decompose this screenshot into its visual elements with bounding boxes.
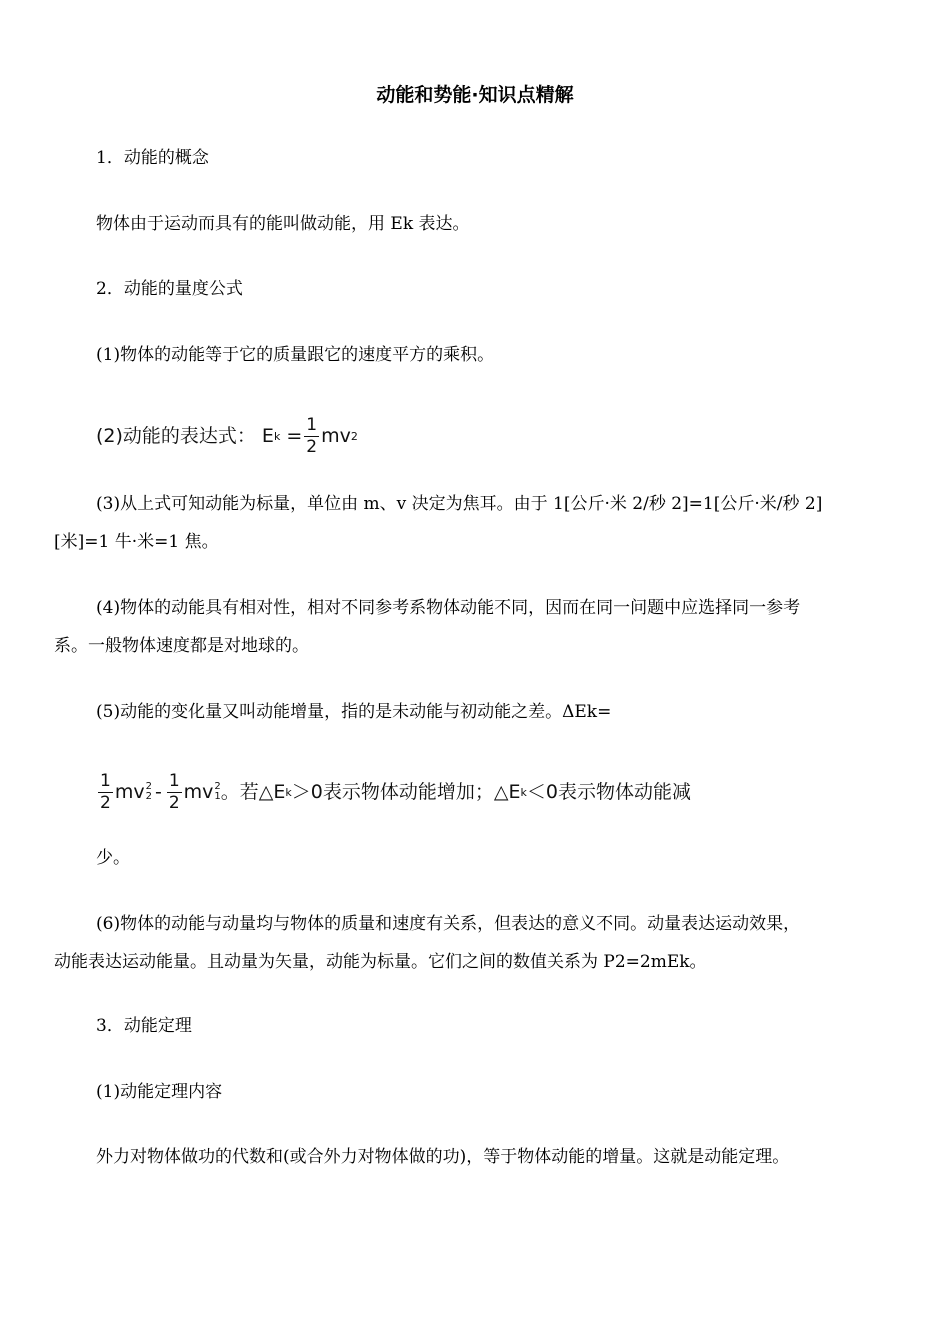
kinetic-energy-formula <box>96 408 496 464</box>
kinetic-energy-definition: 物体由于运动而具有的能叫做动能，用 Ek 表达。 <box>96 214 470 234</box>
formula-k: k <box>273 429 281 443</box>
delta-mv2-indices <box>146 782 152 802</box>
section-1-heading: 1．动能的概念 <box>96 148 209 168</box>
formula-mv: mv <box>321 424 351 447</box>
delta-fraction-2 <box>167 770 182 813</box>
formula-prefix: (2)动能的表达式： <box>96 424 256 447</box>
delta-fraction-2-num: 1 <box>168 770 180 791</box>
formula-equals: = <box>286 424 303 447</box>
document-title: 动能和势能·知识点精解 <box>376 84 574 106</box>
formula-point-1: (1)物体的动能等于它的质量跟它的速度平方的乘积。 <box>96 345 495 365</box>
section-3-heading: 3．动能定理 <box>96 1016 192 1036</box>
formula-point-5-end: 少。 <box>96 848 130 868</box>
section-2-heading: 2．动能的量度公式 <box>96 279 243 299</box>
formula-point-3-line-2: [米]=1 牛·米=1 焦。 <box>54 532 219 552</box>
formula-point-6-line-2: 动能表达运动能量。且动量为矢量，动能为标量。它们之间的数值关系为 P2=2mEk。 <box>54 952 707 972</box>
formula-square: 2 <box>350 429 358 443</box>
formula-point-4-line-2: 系。一般物体速度都是对地球的。 <box>54 636 309 656</box>
formula-E: E <box>261 424 274 447</box>
formula-point-5: (5)动能的变化量又叫动能增量，指的是未动能与初动能之差。ΔEk= <box>96 702 612 722</box>
fraction-numerator: 1 <box>306 414 318 435</box>
delta-fraction-1 <box>98 770 113 813</box>
delta-fraction-1-den: 2 <box>100 792 111 813</box>
delta-mv1: mv <box>183 780 214 803</box>
delta-mv2-sup: 2 <box>145 781 152 792</box>
delta-text-1: 。若△E <box>220 780 286 803</box>
formula-point-6-line-1: (6)物体的动能与动量均与物体的质量和速度有关系，但表达的意义不同。动量表达运动效果， <box>96 914 801 934</box>
delta-k-1: k <box>285 785 292 799</box>
delta-fraction-1-num: 1 <box>100 770 111 791</box>
fraction-denominator: 2 <box>306 436 318 457</box>
delta-minus: - <box>154 780 162 803</box>
delta-text-3: ＜0表示物体动能减 <box>526 780 691 803</box>
delta-mv1-sup: 2 <box>214 781 221 792</box>
formula-point-3-line-1: (3)从上式可知动能为标量，单位由 m、v 决定为焦耳。由于 1[公斤·米 2/秒 2]=1[公斤·米/秒 2] <box>96 494 823 514</box>
delta-mv2-sub: 2 <box>145 791 152 802</box>
delta-mv1-sub: 1 <box>214 791 221 802</box>
delta-text-2: ＞0表示物体动能增加；△E <box>291 780 521 803</box>
delta-mv2: mv <box>114 780 145 803</box>
theorem-statement: 外力对物体做功的代数和(或合外力对物体做的功)，等于物体动能的增量。这就是动能定理。 <box>96 1147 790 1167</box>
delta-energy-formula <box>96 766 816 818</box>
delta-k-2: k <box>520 785 527 799</box>
delta-fraction-2-den: 2 <box>168 792 180 813</box>
formula-point-4-line-1: (4)物体的动能具有相对性，相对不同参考系物体动能不同，因而在同一问题中应选择同一参考 <box>96 598 801 618</box>
theorem-point-1: (1)动能定理内容 <box>96 1082 223 1102</box>
formula-fraction <box>304 414 319 457</box>
